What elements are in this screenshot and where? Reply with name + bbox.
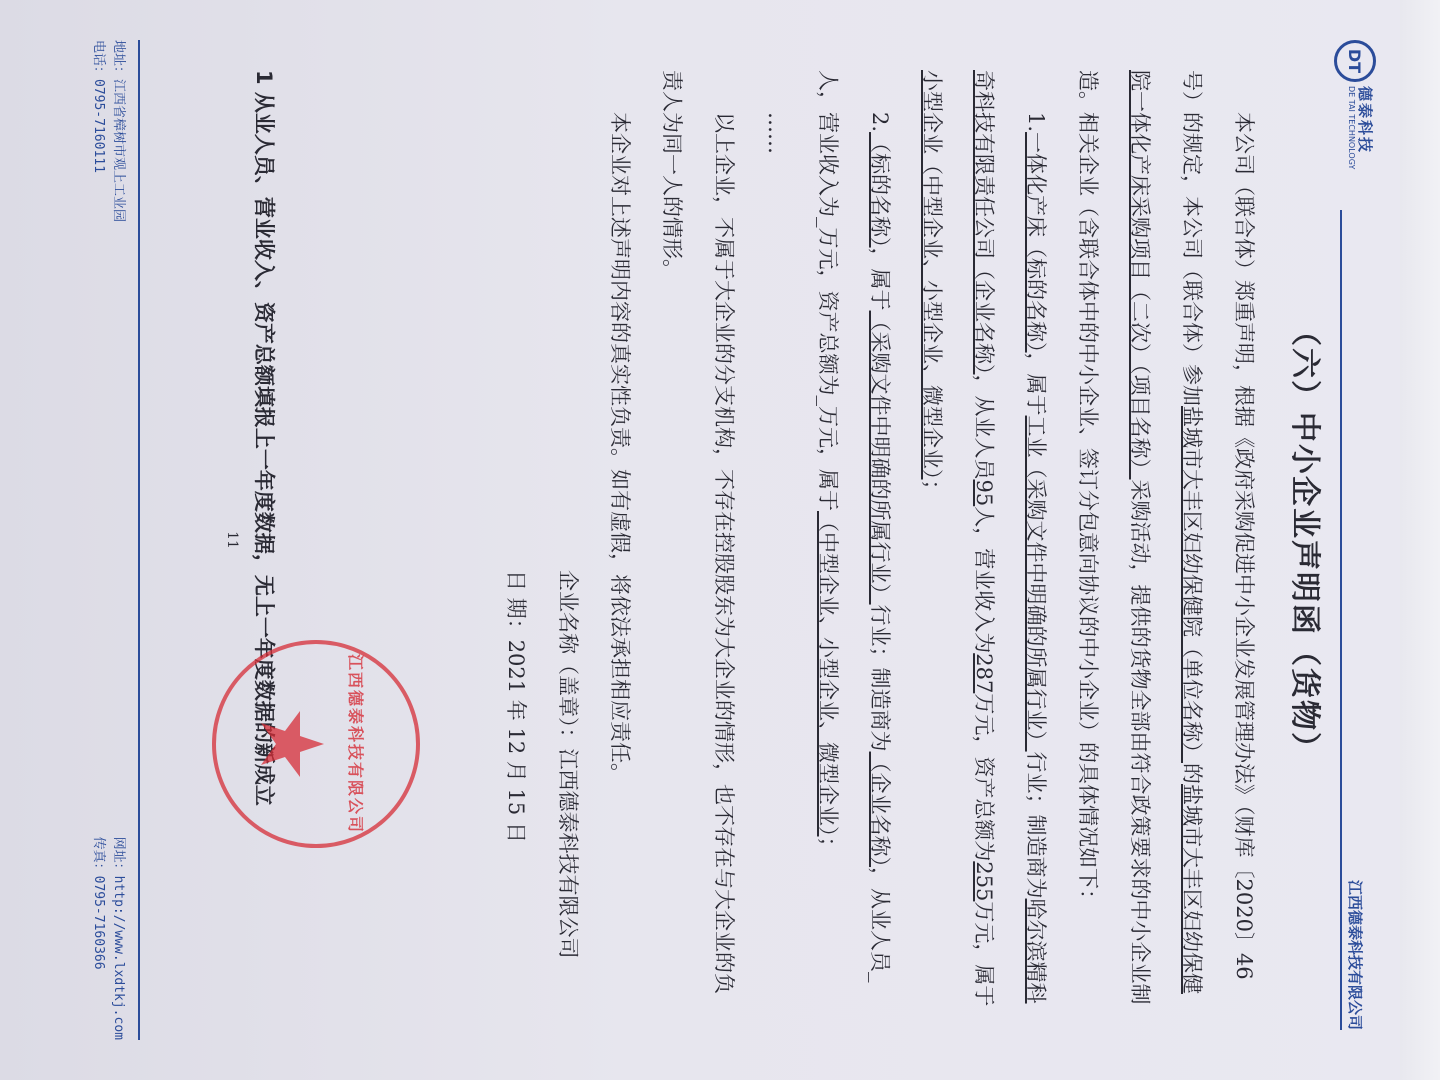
item-2-subject: （标的名称）	[868, 132, 892, 248]
signature-company-value: 江西德泰科技有限公司	[556, 748, 580, 959]
logo-chinese-name: 德泰科技	[1356, 86, 1374, 155]
page-number: 11	[224, 531, 240, 549]
company-logo-icon: DT	[1334, 40, 1376, 82]
item-1-text-g: 万元，属于	[972, 901, 996, 1007]
item-1	[906, 70, 1062, 1010]
seal-star-icon	[216, 644, 416, 844]
purchaser-name: 盐城市大丰区妇幼保健院（单位名称）	[1180, 406, 1204, 763]
item-1-industry: 工业（采购文件中明确的所属行业）	[1024, 415, 1048, 752]
logo-english-name: DE TAI TECHNOLOGY	[1347, 86, 1356, 170]
item-1-revenue: 287	[972, 653, 996, 694]
signature-date-label: 日 期：	[504, 570, 528, 640]
item-1-text-b: ，属于	[1024, 352, 1048, 416]
responsibility-paragraph: 本企业对上述声明内容的真实性负责。如有虚假，将依法承担相应责任。	[608, 112, 632, 784]
item-2-industry: （采购文件中明确的所属行业）	[868, 310, 892, 605]
signature-date-value: 2021 年 12 月 15 日	[504, 639, 528, 843]
footer-website: 网址：http://www.lxdtkj.com	[111, 836, 126, 1040]
item-1-number: 1.	[1024, 112, 1048, 133]
footer-rule	[138, 40, 140, 1040]
footer-fax: 传真：0795-7160366	[91, 836, 106, 970]
footer-phone: 电话：0795-7160111	[91, 40, 106, 173]
item-2-text-c: 行业；制造商为	[868, 604, 892, 752]
footer-right	[88, 837, 128, 1040]
letterhead-rule	[1340, 210, 1342, 1030]
company-seal-stamp	[212, 640, 420, 848]
declaration-body	[490, 70, 1270, 1010]
item-1-text-c: 行业；制造商为	[1024, 751, 1048, 899]
intro-text-a: 本公司（联合体）郑重声明，根据《政府采购促进中小企业发展管理办法》（财库〔2020〕46 号）的规定，本公司（联合体）参加	[1180, 70, 1256, 980]
intro-text-c: 采购活动，提供的货物全部由符合政策要求的中小企业制造。相关企业（含联合体中的中小企业、签订分包意向协议的中小企业）的具体情况如下：	[1076, 70, 1152, 1005]
not-large-enterprise-paragraph: 以上企业，不属于大企业的分支机构，不存在控股股东为大企业的情形，也不存在与大企业的负责人为同一人的情形。	[660, 70, 736, 994]
letterhead-footer	[60, 40, 140, 1040]
item-2-text-b: ，属于	[868, 247, 892, 311]
item-2-text-d: ，从业人员_人，营业收入为_万元，资产总额为_万元，属于	[816, 70, 892, 983]
signature-company-label: 企业名称（盖章）：	[556, 570, 580, 749]
item-1-text-h: ；	[920, 479, 944, 501]
item-2-manufacturer: （企业名称）	[868, 751, 892, 868]
signature-company	[542, 70, 594, 1010]
item-1-text-f: 万元，资产总额为	[972, 693, 996, 862]
signature-date	[490, 70, 542, 1010]
footer-left	[88, 40, 128, 222]
item-1-manufacturer: 哈尔滨精科奇科技有限责任公司（企业名称）	[972, 70, 1048, 1004]
letterhead-company-name: 江西德泰科技有限公司	[1346, 879, 1364, 1030]
item-2-enterprise-type: （中型企业、小型企业、微型企业）	[816, 511, 840, 837]
project-name: 盐城市大丰区妇幼保健院一体化产床采购项目（二次）（项目名称）	[1128, 70, 1204, 994]
item-1-assets: 255	[972, 861, 996, 902]
item-2-text-e: ；	[816, 836, 840, 858]
seal-text: 江西德泰科技有限公司	[346, 653, 365, 834]
item-1-text-e: 人，营业收入为	[972, 506, 996, 654]
item-2-number: 2.	[868, 112, 892, 133]
footer-address: 地址：江西省樟树市观上工业园	[111, 40, 126, 223]
page-title: （六）中小企业声明函（货物）	[1287, 316, 1322, 764]
intro-text-b: 的	[1180, 763, 1204, 784]
ellipsis: ……	[764, 112, 788, 154]
intro-paragraph	[1062, 70, 1270, 1010]
footnote: 1 从业人员、营业收入、资产总额填报上一年度数据，无上一年度数据的新成立	[252, 70, 276, 806]
item-1-enterprise-type: 小型企业（中型企业、小型企业、微型企业）	[920, 70, 944, 480]
item-1-employees: 95	[972, 479, 996, 507]
item-1-subject: 一体化产床（标的名称）	[1024, 132, 1048, 353]
item-1-text-d: ，从业人员	[972, 374, 996, 480]
item-2	[802, 70, 906, 1010]
